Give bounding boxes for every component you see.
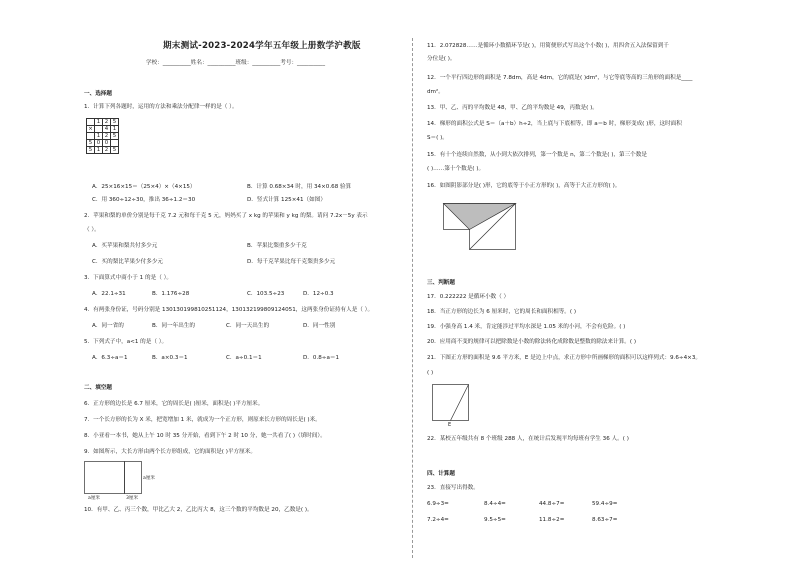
q21-trapezoid-cut — [451, 385, 469, 421]
calc-item: 8.4÷4= — [484, 501, 506, 507]
section-choice-heading: 一、选择题 — [84, 91, 112, 97]
question-21-blank: ( ) — [427, 370, 434, 376]
section-calc-heading: 四、计算题 — [427, 471, 455, 477]
calc-cell: 1 — [95, 133, 103, 140]
question-5: 5．下列式子中，a<1 的是（ ）。 — [84, 339, 168, 345]
q5-option-c: C．a÷0.1＝1 — [226, 355, 262, 361]
calc-item: 59.4÷9= — [592, 501, 618, 507]
q2-option-a: A．买苹果和梨共付多少元 — [92, 243, 158, 249]
column-divider — [412, 38, 413, 558]
question-16: 16．如图阴影部分是( )形，它的底等于小正方形的( )，高等于大正方形的( )。 — [427, 183, 621, 189]
calc-cell: 0 — [103, 140, 111, 147]
q3-option-a: A．22.1÷31 — [92, 291, 126, 297]
calc-cell: 1 — [95, 147, 103, 154]
calc-item: 9.5÷5= — [484, 517, 506, 523]
q1-option-b: B．计算 0.68×34 时，用 34×0.68 验算 — [247, 184, 352, 190]
calc-cell: 5 — [87, 140, 95, 147]
question-4: 4．有两张身份证，号码分别是 130130199810251124，130132199809124051，这两张身份证持有人是（ ）。 — [84, 307, 374, 313]
q2-option-c: C．买的梨比苹果少付多少元 — [92, 259, 164, 265]
calc-cell: 1 — [95, 119, 103, 126]
question-3: 3．下面算式中商小于 1 的是（ ）。 — [84, 275, 172, 281]
q2-option-b: B．苹果比梨重多少千克 — [247, 243, 307, 249]
q3-option-b: B．1.176÷28 — [152, 291, 190, 297]
question-7: 7．一个长方形的长为 X 米，把宽增加 1 米，就成为一个正方形，则原来长方形的周长是( )米。 — [84, 417, 321, 423]
section-fill-heading: 二、填空题 — [84, 385, 112, 391]
q21-square — [433, 385, 469, 421]
q3-option-c: C．103.5÷23 — [247, 291, 285, 297]
question-15-cont: ( )……第十个数是( )。 — [427, 166, 485, 172]
calc-item: 7.2÷4= — [427, 517, 449, 523]
q2-option-d: D．每千克苹果比每千克梨贵多少元 — [247, 259, 336, 265]
calc-cell: 2 — [103, 119, 111, 126]
q9-rect-large — [85, 462, 125, 494]
q21-point-e-label: E — [448, 422, 452, 428]
q1-vertical-calculation — [86, 118, 119, 154]
q16-shaded-triangle — [444, 204, 516, 230]
question-17: 17．0.222222 是循环小数（ ） — [427, 294, 510, 300]
q9-label-width: a厘米 — [88, 496, 101, 501]
q16-squares-figure — [443, 203, 517, 253]
q1-option-a: A．25×16×15＝（25×4）×（4×15） — [92, 184, 196, 190]
q4-option-b: B．同一年出生的 — [152, 323, 195, 329]
question-23: 23．直接写出得数。 — [427, 485, 479, 491]
calc-item: 11.8÷2= — [539, 517, 565, 523]
question-20: 20．应用商不变的规律可以把除数是小数的除法转化成除数是整数的除法来计算。( ) — [427, 339, 637, 345]
q3-option-d: D．12÷0.3 — [303, 291, 334, 297]
calc-cell: 2 — [103, 147, 111, 154]
question-22: 22．某校五年级共有 8 个班级 288 人，在统计后发现平均每班有学生 36 人。( ) — [427, 436, 629, 442]
calc-cell — [95, 126, 103, 133]
question-2: 2．苹果和梨的单价分别是每千克 7.2 元和每千克 5 元，妈妈买了 x kg 的苹果和 y kg 的梨。请问 7.2x－5y 表示 — [84, 213, 368, 219]
q5-option-b: B．a×0.3＝1 — [152, 355, 188, 361]
page-title: 期末测试-2023-2024学年五年级上册数学沪教版 — [163, 41, 361, 51]
calc-cell — [111, 140, 119, 147]
question-18: 18．当正方形的边长为 6 厘米时，它的周长和面积相等。( ) — [427, 309, 577, 315]
calc-cell: 5 — [111, 119, 119, 126]
question-19: 19．小强身高 1.4 米，肯定能涉过平均水深是 1.05 米的小河，不会有危险。( ) — [427, 324, 626, 330]
q21-square-figure — [432, 384, 472, 428]
q4-option-c: C．同一天出生的 — [226, 323, 270, 329]
question-12-cont: dm²。 — [427, 89, 444, 95]
calc-cell: 0 — [95, 140, 103, 147]
question-14: 14．梯形的面积公式是 S＝（a＋b）h÷2，当上底与下底相等，即 a＝b 时，梯形变成( )形，这时面积 — [427, 121, 682, 127]
question-8: 8．小亚看一本书，她从上午 10 时 35 分开始，看到下午 2 时 10 分，她一共看了( )（填时间）。 — [84, 433, 326, 439]
calc-item: 8.63÷7= — [592, 517, 618, 523]
question-1: 1．计算下列各题时，运用的方法和乘法分配律一样的是（ ）。 — [84, 104, 238, 110]
calc-cell: × — [88, 126, 93, 132]
calc-cell: 4 — [103, 126, 111, 133]
question-11: 11．2.072828……是循环小数循环节是( )，用简便形式写出这个小数( )，用四舍五入法保留到千 — [427, 43, 669, 49]
calc-cell: 2 — [103, 133, 111, 140]
q4-option-d: D．同一性别 — [303, 323, 336, 329]
question-9: 9．如图所示，大长方形由两个长方形组成，它的面积是( )平方厘米。 — [84, 449, 256, 455]
q5-option-a: A．6.3÷a＝1 — [92, 355, 128, 361]
student-info-line: 学校：__________姓名：__________班级：__________考号：__________ — [146, 60, 326, 66]
question-14-cont: S＝( )。 — [427, 135, 448, 141]
calc-item: 6.9÷3= — [427, 501, 449, 507]
question-2-blank: （ ）。 — [84, 227, 100, 233]
calc-cell: 5 — [87, 147, 95, 154]
calc-cell: 5 — [111, 133, 119, 140]
question-15: 15．有十个连续自然数，从小到大依次排列，第一个数是 n，第二个数是( )，第三个数是 — [427, 152, 647, 158]
calc-item: 44.8÷7= — [539, 501, 565, 507]
question-6: 6．正方形的边长是 6.7 厘米，它的周长是( )厘米，面积是( )平方厘米。 — [84, 401, 264, 407]
question-11-cont: 分位是( )。 — [427, 56, 456, 62]
q9-rect-small — [125, 462, 142, 494]
calc-cell — [87, 133, 95, 140]
question-10: 10．有甲、乙、丙三个数，甲比乙大 2，乙比丙大 8，这三个数的平均数是 20，乙数是( )。 — [84, 507, 313, 513]
q9-label-3cm: 3厘米 — [126, 496, 139, 501]
calc-cell: 1 — [111, 126, 119, 133]
q1-option-d: D．竖式计算 125×41（如图） — [247, 197, 326, 203]
q1-option-c: C．用 360÷12÷30，推出 36÷1.2＝30 — [92, 197, 196, 203]
calc-cell: 5 — [111, 147, 119, 154]
section-judge-heading: 三、判断题 — [427, 280, 455, 286]
question-21: 21．下图正方形的面积是 9.6 平方米，E 是边上中点，求正方形中所画梯形的面积可以这样列式：9.6÷4×3。 — [427, 355, 702, 361]
q4-option-a: A．同一省的 — [92, 323, 124, 329]
question-12: 12．一个平行四边形的面积是 7.8dm，高是 4dm，它的底是( )dm²，与它等底等高的三角形的面积是____ — [427, 75, 693, 81]
question-13: 13．甲、乙、丙的平均数是 48，甲、乙的平均数是 49，丙数是( )。 — [427, 105, 598, 111]
q9-label-height: a厘米 — [143, 476, 156, 481]
calc-cell — [87, 119, 95, 126]
q5-option-d: D．0.8÷a＝1 — [303, 355, 340, 361]
